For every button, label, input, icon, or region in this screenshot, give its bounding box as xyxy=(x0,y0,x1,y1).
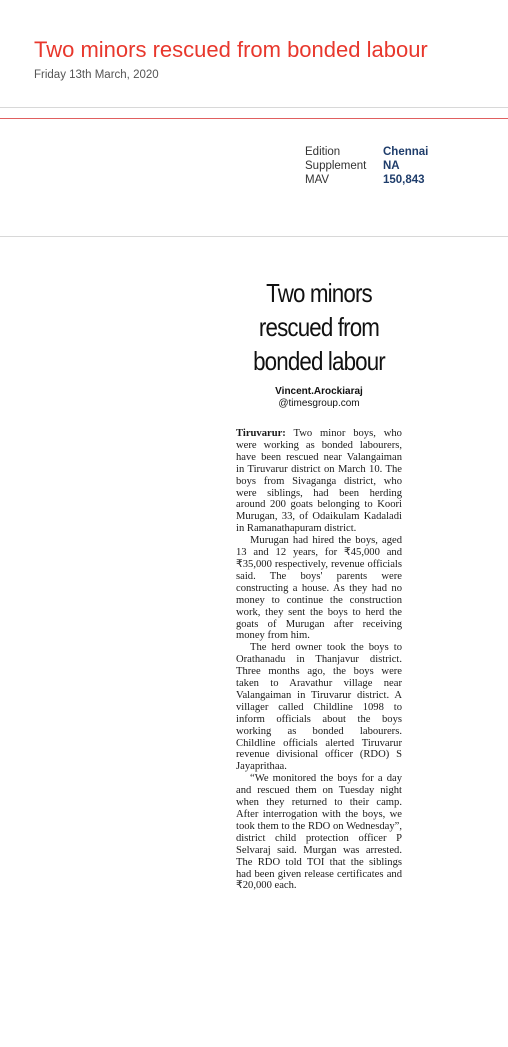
meta-row-supplement xyxy=(305,159,428,173)
meta-row-edition xyxy=(305,145,428,159)
meta-value: Chennai xyxy=(383,146,429,158)
edition-details xyxy=(305,145,428,187)
article-header xyxy=(0,0,508,108)
clipping-body xyxy=(236,428,402,892)
body-paragraph xyxy=(236,428,402,535)
article-date: Friday 13th March, 2020 xyxy=(34,69,159,81)
meta-label: Edition xyxy=(305,146,341,158)
headline-line: Two minors xyxy=(266,278,372,308)
body-paragraph: Murugan had hired the boys, aged 13 and 12 years, for ₹45,000 and ₹35,000 respectively, revenue officials said. The boys' parents were constructing a house. As they had no money to continue the construction work, they sent the boys to herd the goats of Murugan after receiving money from him. xyxy=(236,535,402,642)
clipping-headline xyxy=(248,276,391,378)
meta-label: MAV xyxy=(305,174,330,186)
accent-divider xyxy=(0,118,508,119)
meta-row-mav xyxy=(305,173,428,187)
header-divider xyxy=(0,107,508,108)
headline-line: rescued from xyxy=(258,312,380,342)
meta-divider xyxy=(0,236,508,237)
headline-line: bonded labour xyxy=(253,346,385,376)
meta-value: 150,843 xyxy=(383,174,425,186)
paragraph-text: Two minor boys, who were working as bonded labourers, have been rescued near Valangaiman in Tiruvarur district on March 10. The boys from Sivaganga district, who were siblings, had been herding around 200 goats belonging to Koori Murugan, 33, of Odaikulam Kadaladi in Ramanathapuram district. xyxy=(236,428,402,535)
body-paragraph: The herd owner took the boys to Orathanadu in Thanjavur district. Three months ago, the boys were taken to Aravathur village near Valangaiman in Tiruvarur district. A villager called Childline 1098 to inform officials about the boys working as bonded labourers. Childline officials alerted Tiruvarur revenue divisional officer (RDO) S Jayaprithaa. xyxy=(236,642,402,773)
dateline: Tiruvarur: xyxy=(236,428,286,439)
body-paragraph: “We monitored the boys for a day and rescued them on Tuesday night when they returned to their camp. After interrogation with the boys, we took them to the RDO on Wednesday”, district child protection officer P Selvaraj said. Murgan was arrested. The RDO told TOI that the siblings had been given release certificates and ₹20,000 each. xyxy=(236,773,402,892)
meta-label: Supplement xyxy=(305,160,367,172)
byline xyxy=(236,386,402,410)
newspaper-clipping xyxy=(236,276,402,892)
meta-value: NA xyxy=(383,160,400,172)
byline-name: Vincent.Arockiaraj xyxy=(275,386,363,397)
byline-email: @timesgroup.com xyxy=(278,398,360,409)
article-title: Two minors rescued from bonded labour xyxy=(34,37,428,62)
